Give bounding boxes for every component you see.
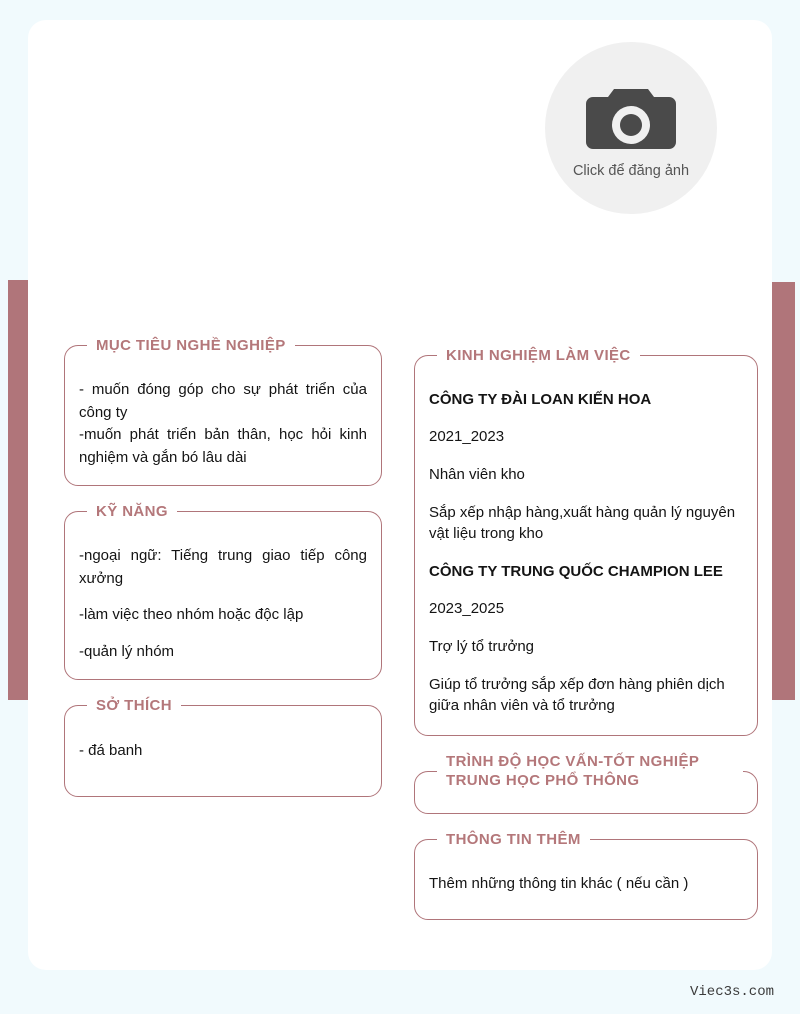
extra-info-text: Thêm những thông tin khác ( nếu cần ) bbox=[429, 874, 689, 892]
section-skills[interactable] bbox=[64, 502, 382, 680]
left-column bbox=[64, 336, 382, 813]
section-experience[interactable] bbox=[414, 346, 758, 736]
section-extra-info-title: THÔNG TIN THÊM bbox=[446, 830, 581, 848]
experience-period: 2023_2025 bbox=[429, 600, 505, 618]
section-education-title: TRÌNH ĐỘ HỌC VẤN-TỐT NGHIỆP TRUNG HỌC PHỔ THÔNG bbox=[446, 753, 700, 790]
experience-role: Trợ lý tổ trưởng bbox=[429, 637, 535, 655]
experience-company: CÔNG TY ĐÀI LOAN KIẾN HOA bbox=[429, 391, 652, 409]
experience-description: Sắp xếp nhập hàng,xuất hàng quản lý nguyên vật liệu trong kho bbox=[429, 503, 736, 543]
hobby-item: - đá banh bbox=[79, 741, 143, 759]
objective-line: - muốn đóng góp cho sự phát triển của công ty bbox=[79, 381, 367, 421]
site-footer: Viec3s.com bbox=[689, 984, 774, 1000]
experience-description: Giúp tổ trưởng sắp xếp đơn hàng phiên dịch giữa nhân viên và tổ trưởng bbox=[429, 675, 725, 715]
section-hobbies-title: SỞ THÍCH bbox=[96, 697, 172, 715]
section-experience-title: KINH NGHIỆM LÀM VIỆC bbox=[446, 347, 631, 364]
section-objective-title: MỤC TIÊU NGHỀ NGHIỆP bbox=[96, 337, 286, 354]
experience-company: CÔNG TY TRUNG QUỐC CHAMPION LEE bbox=[429, 563, 723, 581]
camera-icon bbox=[584, 83, 678, 155]
skill-item: -ngoại ngữ: Tiếng trung giao tiếp công xưởng bbox=[79, 547, 367, 587]
skill-item: -làm việc theo nhóm hoặc độc lập bbox=[79, 606, 304, 624]
right-accent-bar bbox=[772, 282, 795, 700]
skill-item: -quản lý nhóm bbox=[79, 642, 175, 660]
section-skills-title: KỸ NĂNG bbox=[96, 503, 168, 521]
section-objective[interactable] bbox=[64, 336, 382, 486]
experience-entry bbox=[429, 389, 743, 545]
objective-line: -muốn phát triển bản thân, học hỏi kinh nghiệm và gắn bó lâu dài bbox=[79, 426, 367, 466]
experience-period: 2021_2023 bbox=[429, 428, 505, 446]
left-accent-bar bbox=[8, 280, 29, 700]
photo-upload-caption: Click để đăng ảnh bbox=[572, 163, 690, 179]
section-hobbies[interactable] bbox=[64, 696, 382, 797]
experience-role: Nhân viên kho bbox=[429, 465, 525, 483]
experience-entry bbox=[429, 561, 743, 717]
section-education[interactable] bbox=[414, 752, 758, 813]
photo-upload-placeholder[interactable] bbox=[545, 42, 717, 214]
section-extra-info[interactable] bbox=[414, 830, 758, 921]
right-column bbox=[414, 346, 758, 936]
